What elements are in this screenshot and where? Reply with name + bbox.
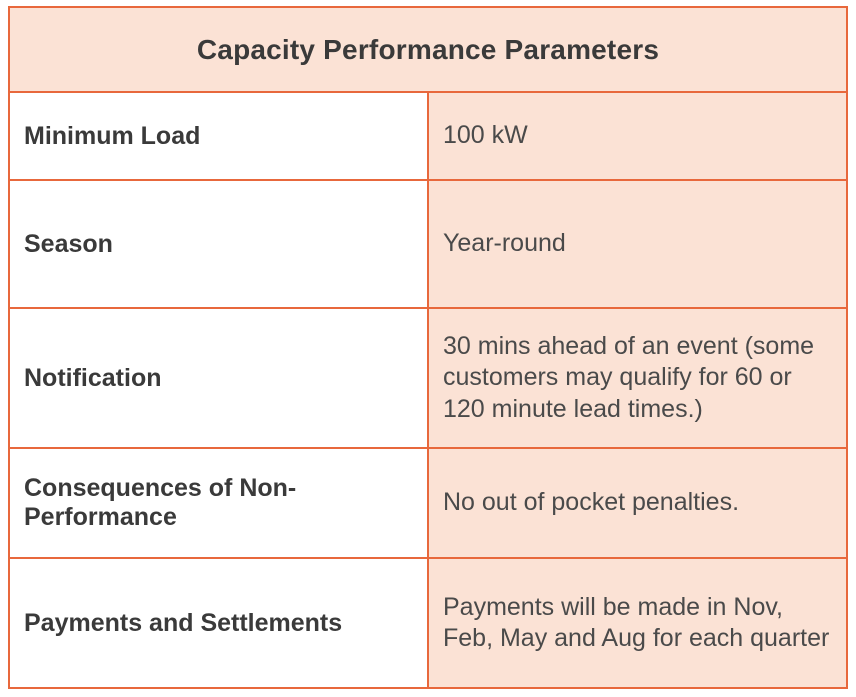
table-row — [9, 558, 847, 688]
row-value-season: Year-round — [428, 180, 847, 308]
row-label-payments-and-settlements: Payments and Settlements — [9, 558, 428, 688]
row-label-season: Season — [9, 180, 428, 308]
row-value-minimum-load: 100 kW — [428, 92, 847, 180]
row-value-consequences-of-non-performance: No out of pocket penalties. — [428, 448, 847, 558]
row-value-payments-and-settlements: Payments will be made in Nov, Feb, May and Aug for each quarter — [428, 558, 847, 688]
table-row — [9, 92, 847, 180]
row-label-notification: Notification — [9, 308, 428, 448]
table-title: Capacity Performance Parameters — [9, 7, 847, 92]
capacity-performance-table — [8, 6, 848, 689]
table-title-row — [9, 7, 847, 92]
table-row — [9, 180, 847, 308]
row-value-notification: 30 mins ahead of an event (some customers may qualify for 60 or 120 minute lead times.) — [428, 308, 847, 448]
table-row — [9, 308, 847, 448]
table-row — [9, 448, 847, 558]
row-label-minimum-load: Minimum Load — [9, 92, 428, 180]
row-label-consequences-of-non-performance: Consequences of Non-Performance — [9, 448, 428, 558]
